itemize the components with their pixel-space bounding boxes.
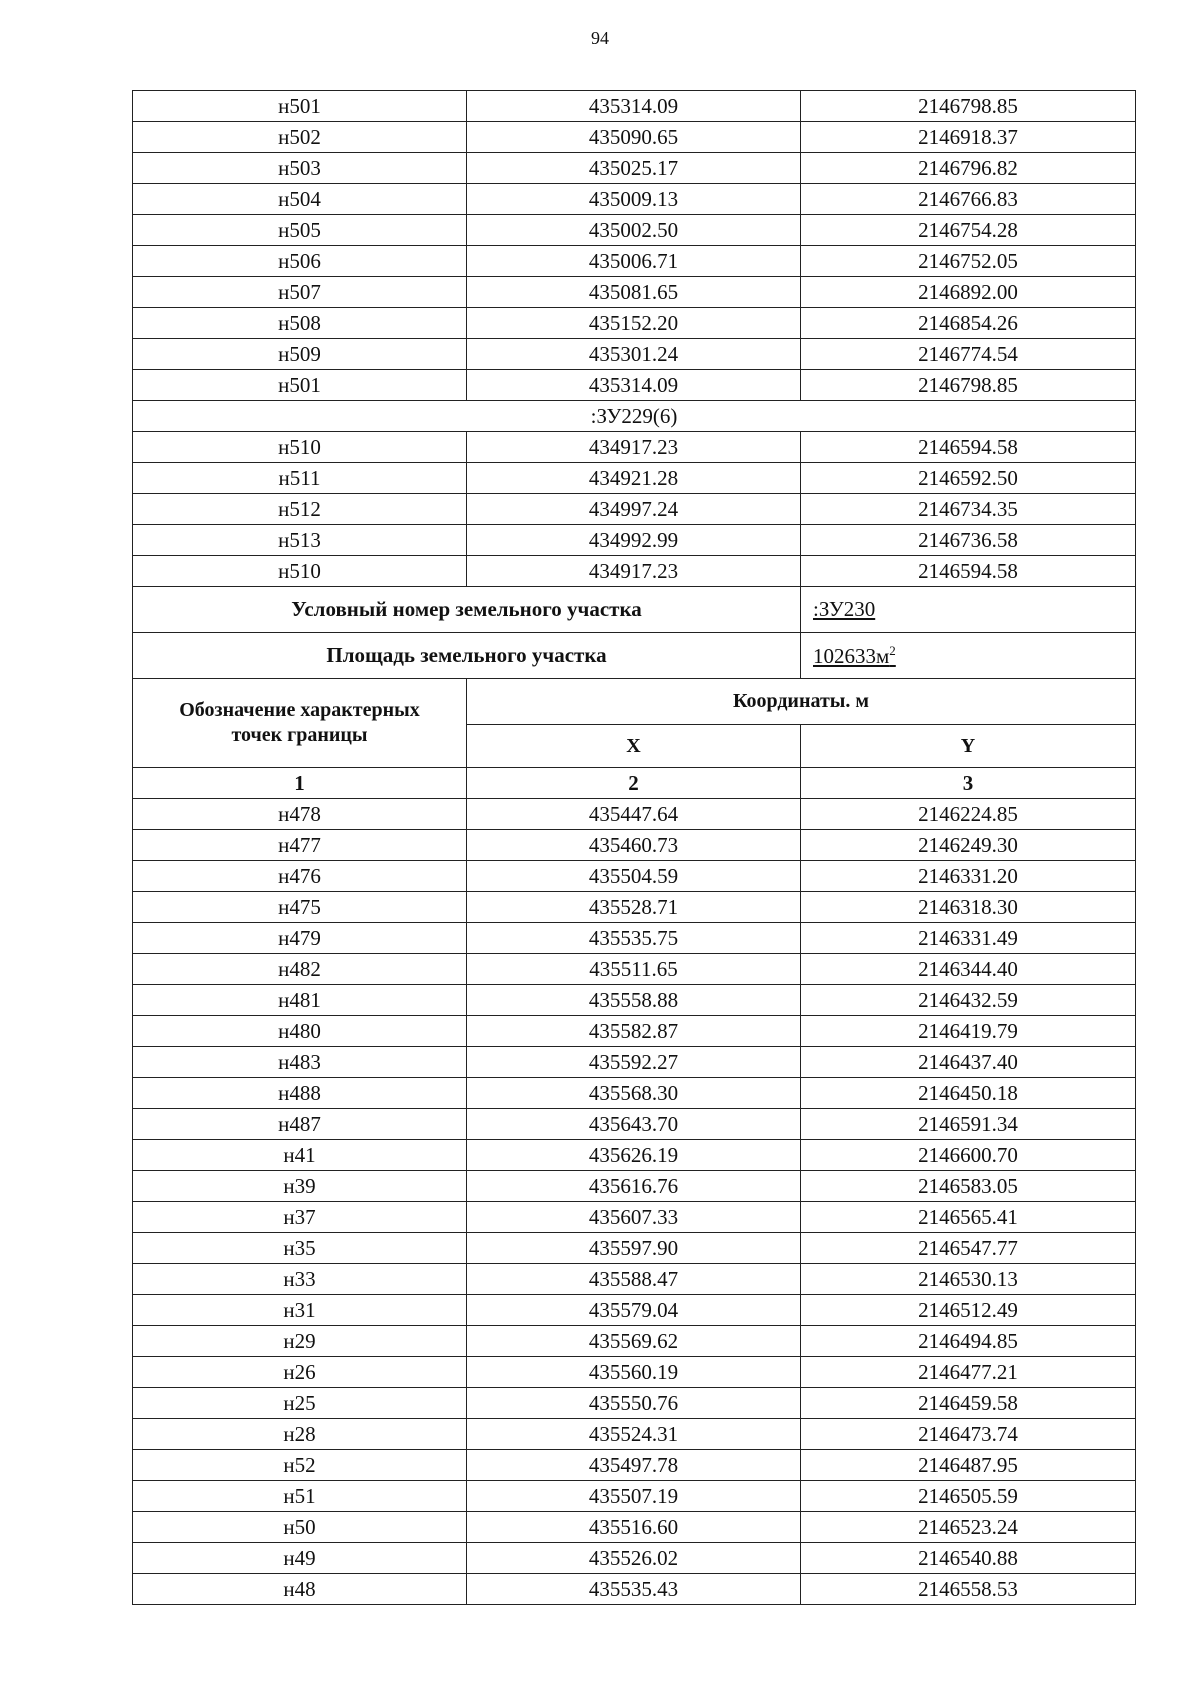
x-value: 435607.33: [467, 1202, 801, 1233]
y-value: 2146523.24: [801, 1512, 1136, 1543]
table-row: [133, 1016, 1136, 1047]
x-value: 435535.75: [467, 923, 801, 954]
y-value: 2146736.58: [801, 525, 1136, 556]
table-row: [133, 1109, 1136, 1140]
table-row: [133, 1264, 1136, 1295]
y-value: 2146249.30: [801, 830, 1136, 861]
table-row: [133, 122, 1136, 153]
block3-body: [133, 799, 1136, 1605]
x-value: 434992.99: [467, 525, 801, 556]
point-name: н37: [133, 1202, 467, 1233]
point-name: н505: [133, 215, 467, 246]
y-value: 2146419.79: [801, 1016, 1136, 1047]
y-value: 2146331.20: [801, 861, 1136, 892]
x-value: 435558.88: [467, 985, 801, 1016]
table-row: [133, 1295, 1136, 1326]
x-value: 435516.60: [467, 1512, 801, 1543]
y-value: 2146530.13: [801, 1264, 1136, 1295]
table-row: [133, 1140, 1136, 1171]
table-row: [133, 1419, 1136, 1450]
table-row: [133, 1171, 1136, 1202]
table-row: [133, 1388, 1136, 1419]
x-value: 435535.43: [467, 1574, 801, 1605]
x-value: 435447.64: [467, 799, 801, 830]
parcel-area-cell: [801, 633, 1136, 679]
x-value: 435550.76: [467, 1388, 801, 1419]
x-value: 435025.17: [467, 153, 801, 184]
x-value: 435507.19: [467, 1481, 801, 1512]
table-row: [133, 954, 1136, 985]
y-value: 2146473.74: [801, 1419, 1136, 1450]
y-value: 2146344.40: [801, 954, 1136, 985]
x-value: 435526.02: [467, 1543, 801, 1574]
table-row: [133, 1481, 1136, 1512]
point-name: н510: [133, 432, 467, 463]
parcel-number-label: Условный номер земельного участка: [133, 587, 801, 633]
x-value: 435002.50: [467, 215, 801, 246]
y-value: 2146512.49: [801, 1295, 1136, 1326]
x-value: 435568.30: [467, 1078, 801, 1109]
x-value: 435314.09: [467, 91, 801, 122]
subsection-label: :ЗУ229(6): [133, 401, 1136, 432]
point-name: н487: [133, 1109, 467, 1140]
point-name: н477: [133, 830, 467, 861]
point-name: н503: [133, 153, 467, 184]
y-value: 2146477.21: [801, 1357, 1136, 1388]
parcel-info: [133, 587, 1136, 679]
table-row: [133, 923, 1136, 954]
x-value: 435588.47: [467, 1264, 801, 1295]
y-value: 2146798.85: [801, 91, 1136, 122]
y-value: 2146774.54: [801, 339, 1136, 370]
y-value: 2146558.53: [801, 1574, 1136, 1605]
table-row: [133, 556, 1136, 587]
table-row: [133, 277, 1136, 308]
x-value: 435560.19: [467, 1357, 801, 1388]
x-value: 435314.09: [467, 370, 801, 401]
table-row: [133, 985, 1136, 1016]
table-row: [133, 799, 1136, 830]
point-name: н33: [133, 1264, 467, 1295]
point-name: н25: [133, 1388, 467, 1419]
y-value: 2146487.95: [801, 1450, 1136, 1481]
point-name: н39: [133, 1171, 467, 1202]
x-value: 435009.13: [467, 184, 801, 215]
block1-body: [133, 91, 1136, 401]
point-name: н48: [133, 1574, 467, 1605]
point-name: н35: [133, 1233, 467, 1264]
table-row: [133, 153, 1136, 184]
y-header: Y: [801, 725, 1136, 768]
point-name: н481: [133, 985, 467, 1016]
point-name: н483: [133, 1047, 467, 1078]
table-row: [133, 432, 1136, 463]
table-row: [133, 246, 1136, 277]
y-value: 2146594.58: [801, 556, 1136, 587]
x-value: 435528.71: [467, 892, 801, 923]
y-value: 2146318.30: [801, 892, 1136, 923]
x-value: 435460.73: [467, 830, 801, 861]
x-value: 435616.76: [467, 1171, 801, 1202]
table-row: [133, 463, 1136, 494]
table-row: [133, 215, 1136, 246]
table-row: [133, 184, 1136, 215]
table-row: [133, 1512, 1136, 1543]
point-name: н26: [133, 1357, 467, 1388]
y-value: 2146766.83: [801, 184, 1136, 215]
point-name: н501: [133, 370, 467, 401]
x-header: X: [467, 725, 801, 768]
subsection-body: [133, 401, 1136, 432]
point-name: н510: [133, 556, 467, 587]
y-value: 2146918.37: [801, 122, 1136, 153]
point-name: н29: [133, 1326, 467, 1357]
points-header: [133, 679, 467, 768]
x-value: 435579.04: [467, 1295, 801, 1326]
table-row: [133, 1543, 1136, 1574]
point-name: н482: [133, 954, 467, 985]
page-number: 94: [591, 28, 609, 48]
table-row: [133, 1574, 1136, 1605]
block2-body: [133, 432, 1136, 587]
x-value: 435301.24: [467, 339, 801, 370]
x-value: 434917.23: [467, 432, 801, 463]
y-value: 2146734.35: [801, 494, 1136, 525]
point-name: н488: [133, 1078, 467, 1109]
y-value: 2146459.58: [801, 1388, 1136, 1419]
y-value: 2146892.00: [801, 277, 1136, 308]
y-value: 2146224.85: [801, 799, 1136, 830]
point-name: н31: [133, 1295, 467, 1326]
point-name: н507: [133, 277, 467, 308]
x-value: 435569.62: [467, 1326, 801, 1357]
point-name: н49: [133, 1543, 467, 1574]
parcel-area-value: 102633м: [813, 644, 890, 668]
x-value: 435524.31: [467, 1419, 801, 1450]
point-name: н502: [133, 122, 467, 153]
parcel-area-unit-sup: 2: [889, 643, 896, 658]
y-value: 2146540.88: [801, 1543, 1136, 1574]
table-row: [133, 370, 1136, 401]
x-value: 435497.78: [467, 1450, 801, 1481]
points-header-text: Обозначение характерных точек границы: [179, 699, 420, 746]
x-value: 435597.90: [467, 1233, 801, 1264]
point-name: н478: [133, 799, 467, 830]
x-value: 434997.24: [467, 494, 801, 525]
x-value: 435504.59: [467, 861, 801, 892]
col-number-1: 1: [133, 768, 467, 799]
table-row: [133, 494, 1136, 525]
y-value: 2146796.82: [801, 153, 1136, 184]
coords-header: Координаты. м: [467, 679, 1136, 725]
parcel-number-value: :ЗУ230: [801, 587, 1136, 633]
y-value: 2146754.28: [801, 215, 1136, 246]
coordinates-table: [132, 90, 1136, 1605]
table-header: [133, 679, 1136, 799]
x-value: 435592.27: [467, 1047, 801, 1078]
x-value: 434921.28: [467, 463, 801, 494]
table-row: [133, 339, 1136, 370]
table-row: [133, 1326, 1136, 1357]
y-value: 2146591.34: [801, 1109, 1136, 1140]
table-row: [133, 830, 1136, 861]
point-name: н50: [133, 1512, 467, 1543]
point-name: н506: [133, 246, 467, 277]
point-name: н28: [133, 1419, 467, 1450]
table-row: [133, 525, 1136, 556]
x-value: 435511.65: [467, 954, 801, 985]
y-value: 2146854.26: [801, 308, 1136, 339]
point-name: н480: [133, 1016, 467, 1047]
x-value: 435081.65: [467, 277, 801, 308]
y-value: 2146505.59: [801, 1481, 1136, 1512]
table-row: [133, 1078, 1136, 1109]
point-name: н508: [133, 308, 467, 339]
x-value: 435090.65: [467, 122, 801, 153]
point-name: н511: [133, 463, 467, 494]
y-value: 2146583.05: [801, 1171, 1136, 1202]
table-row: [133, 308, 1136, 339]
y-value: 2146592.50: [801, 463, 1136, 494]
table-row: [133, 861, 1136, 892]
parcel-area-label: Площадь земельного участка: [133, 633, 801, 679]
y-value: 2146600.70: [801, 1140, 1136, 1171]
x-value: 435643.70: [467, 1109, 801, 1140]
point-name: н479: [133, 923, 467, 954]
point-name: н51: [133, 1481, 467, 1512]
y-value: 2146798.85: [801, 370, 1136, 401]
table-row: [133, 1450, 1136, 1481]
point-name: н52: [133, 1450, 467, 1481]
x-value: 435626.19: [467, 1140, 801, 1171]
y-value: 2146565.41: [801, 1202, 1136, 1233]
y-value: 2146437.40: [801, 1047, 1136, 1078]
point-name: н476: [133, 861, 467, 892]
table-row: [133, 91, 1136, 122]
x-value: 435006.71: [467, 246, 801, 277]
x-value: 435152.20: [467, 308, 801, 339]
table-row: [133, 1047, 1136, 1078]
point-name: н504: [133, 184, 467, 215]
table-row: [133, 1233, 1136, 1264]
y-value: 2146331.49: [801, 923, 1136, 954]
x-value: 435582.87: [467, 1016, 801, 1047]
y-value: 2146594.58: [801, 432, 1136, 463]
col-number-2: 2: [467, 768, 801, 799]
y-value: 2146752.05: [801, 246, 1136, 277]
y-value: 2146494.85: [801, 1326, 1136, 1357]
point-name: н509: [133, 339, 467, 370]
table-row: [133, 1357, 1136, 1388]
point-name: н41: [133, 1140, 467, 1171]
y-value: 2146547.77: [801, 1233, 1136, 1264]
point-name: н513: [133, 525, 467, 556]
col-number-3: 3: [801, 768, 1136, 799]
table-row: [133, 892, 1136, 923]
point-name: н475: [133, 892, 467, 923]
table-row: [133, 1202, 1136, 1233]
point-name: н512: [133, 494, 467, 525]
point-name: н501: [133, 91, 467, 122]
y-value: 2146450.18: [801, 1078, 1136, 1109]
x-value: 434917.23: [467, 556, 801, 587]
y-value: 2146432.59: [801, 985, 1136, 1016]
